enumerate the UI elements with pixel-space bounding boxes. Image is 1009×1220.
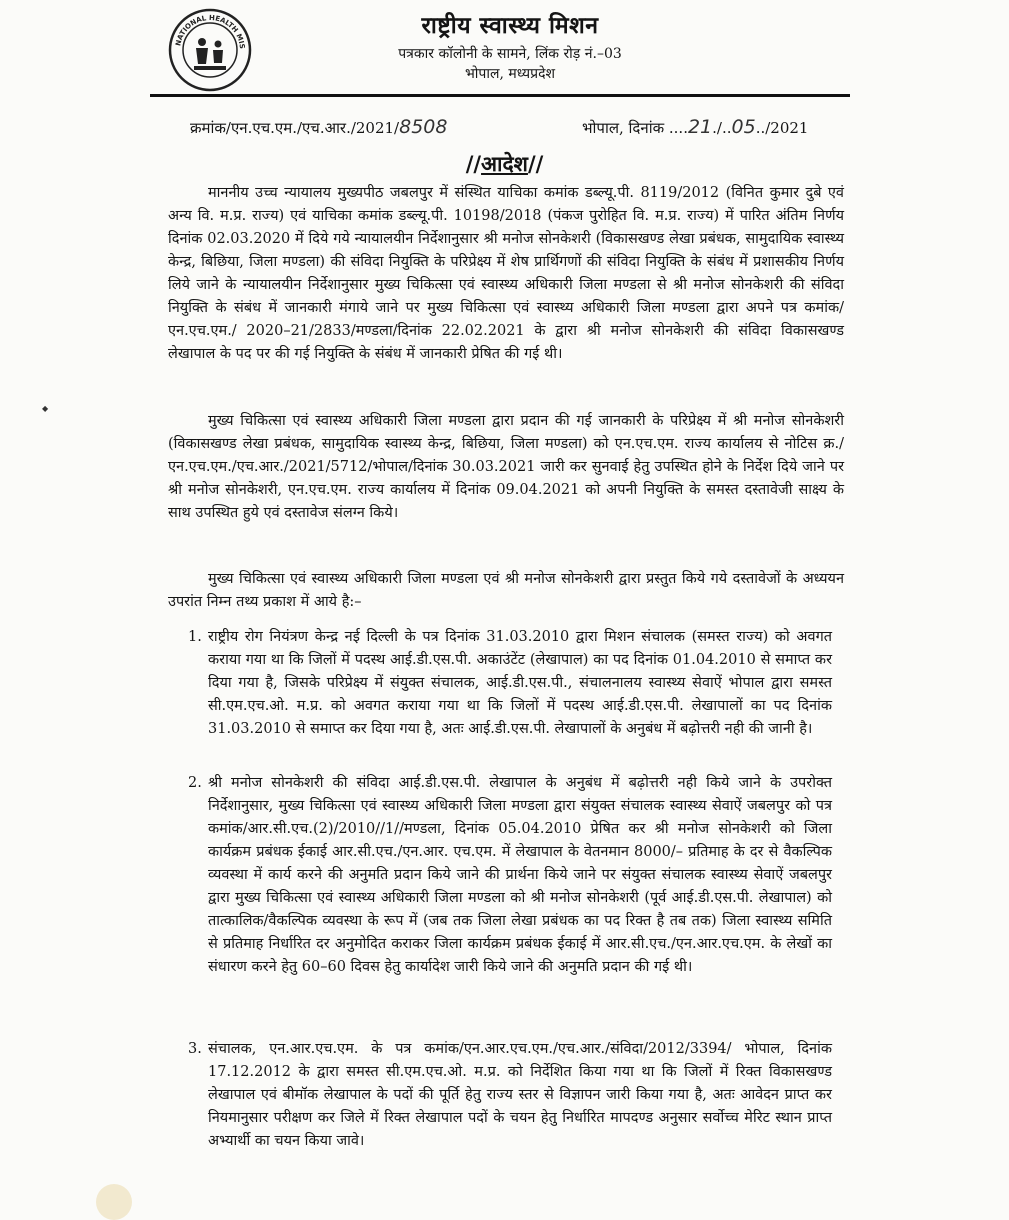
header-divider: [150, 94, 850, 97]
nhm-logo: [168, 8, 252, 92]
item-text: राष्ट्रीय रोग नियंत्रण केन्द्र नई दिल्ली के पत्र दिनांक 31.03.2010 द्वारा मिशन संचालक (समस्त राज्य) को अवगत कराया गया था कि जिलों में पदस्थ आई.डी.एस.पी. अकाउंटेंट (लेखापाल) का पद दिनांक 01.04.2010 से समाप्त कर दिया गया है, जिसके परिप्रेक्ष्य में संयुक्त संचालक, आई.डी.एस.पी., संचालनालय स्वास्थ्य सेवाऐं भोपाल द्वारा समस्त सी.एम.एच.ओ. म.प्र. को अवगत कराया गया था कि जिलों में पदस्थ आई.डी.एस.पी. लेखापालों का पद दिनांक 31.03.2010 से समाप्त कर दिया गया है, अतः आई.डी.एस.पी. लेखापालों के अनुबंध में बढ़ोत्तरी नही की जानी है।: [208, 629, 832, 737]
scan-mark: ◆: [42, 404, 49, 413]
paragraph-2: मुख्य चिकित्सा एवं स्वास्थ्य अधिकारी जिला मण्डला द्वारा प्रदान की गई जानकारी के परिप्रेक्ष्य में श्री मनोज सोनकेशरी (विकासखण्ड लेखा प्रबंधक, सामुदायिक स्वास्थ्य केन्द्र, बिछिया, जिला मण्डला) को एन.एच.एम. राज्य कार्यालय से नोटिस क्र./एन.एच.एम./एच.आर./2021/5712/भोपाल/दिनांक 30.03.2021 जारी कर सुनवाई हेतु उपस्थित होने के निर्देश दिये जाने पर श्री मनोज सोनकेशरी, एन.एच.एम. राज्य कार्यालय में दिनांक 09.04.2021 को अपनी नियुक्ति के समस्त दस्तावेजी साक्ष्य के साथ उपस्थित हुये एवं दस्तावेज संलग्न किये।: [168, 413, 844, 521]
org-title: राष्ट्रीय स्वास्थ्य मिशन: [421, 12, 599, 39]
reference-number: [190, 116, 447, 138]
svg-text:NATIONAL HEALTH MISSION: [168, 8, 246, 49]
corner-emoji-icon: [96, 1184, 132, 1220]
item-text: संचालक, एन.आर.एच.एम. के पत्र कमांक/एन.आर.एच.एम./एच.आर./संविदा/2012/3394/ भोपाल, दिनांक 17.12.2012 के द्वारा समस्त सी.एम.एच.ओ. म.प्र. को निर्देशित किया गया था कि जिलों में रिक्त विकासखण्ड लेखापाल एवं बीमॉक लेखापाल के पदों की पूर्ति हेतु राज्य स्तर से विज्ञापन जारी किया गया है, अतः आवेदन प्राप्त कर नियमानुसार परीक्षण कर जिले में रिक्त लेखापाल पदों के चयन हेतु निर्धारित मापदण्ड अनुसार सर्वोच्च मेरिट स्थान प्राप्त अभ्यार्थी का चयन किया जावे।: [208, 1041, 832, 1149]
handwritten-day: 21: [687, 116, 713, 138]
reference-prefix: क्रमांक/एन.एच.एम./एच.आर./2021/: [190, 119, 400, 137]
address-line-1: पत्रकार कॉलोनी के सामने, लिंक रोड़ नं.–03: [398, 46, 622, 62]
item-number: 3.: [188, 1041, 202, 1057]
date-prefix: भोपाल, दिनांक: [582, 119, 669, 137]
item-text: श्री मनोज सोनकेशरी की संविदा आई.डी.एस.पी. लेखापाल के अनुबंध में बढ़ोत्तरी नही किये जाने के उपरोक्त निर्देशानुसार, मुख्य चिकित्सा एवं स्वास्थ्य अधिकारी जिला मण्डला द्वारा संयुक्त संचालक स्वास्थ्य सेवाऐं जबलपुर को पत्र कमांक/आर.सी.एच.(2)/2010//1//मण्डला, दिनांक 05.04.2010 प्रेषित कर श्री मनोज सोनकेशरी को जिला कार्यक्रम प्रबंधक ईकाई आर.सी.एच./एन.आर. एच.एम. में लेखापाल के वेतनमान 8000/– प्रतिमाह के दर से वैकल्पिक व्यवस्था में कार्य करने की अनुमति प्रदान किये जाने की प्रार्थना किये जाने पर संयुक्त संचालक स्वास्थ्य सेवाऐं जबलपुर द्वारा मुख्य चिकित्सा एवं स्वास्थ्य अधिकारी जिला मण्डला को श्री मनोज सोनकेशरी (पूर्व आई.डी.एस.पी. लेखापाल) को तात्कालिक/वैकल्पिक व्यवस्था के रूप में (जब तक जिला लेखा प्रबंधक का पद रिक्त है तब तक) जिला स्वास्थ्य समिति से प्रतिमाह निर्धारित दर अनुमोदित कराकर जिला कार्यक्रम प्रबंधक ईकाई में आर.सी.एच./एन.आर.एच.एम. के लेखों का संधारण करने हेतु 60–60 दिवस हेतु कार्यादेश जारी किये जाने की अनुमति प्रदान की गई थी।: [208, 775, 832, 975]
list-item-3: [188, 1038, 832, 1153]
reference-date: भोपाल, दिनांक ....21./..05../2021: [582, 116, 809, 138]
item-number: 1.: [188, 629, 202, 645]
list-item-2: [188, 772, 832, 979]
item-number: 2.: [188, 775, 202, 791]
paragraph-3: मुख्य चिकित्सा एवं स्वास्थ्य अधिकारी जिला मण्डला एवं श्री मनोज सोनकेशरी द्वारा प्रस्तुत किये गये दस्तावेजों के अध्ययन उपरांत निम्न तथ्य प्रकाश में आये है:–: [168, 571, 844, 610]
handwritten-number: 8508: [399, 116, 448, 138]
order-heading: //आदेश//: [465, 151, 544, 176]
address-line-2: भोपाल, मध्यप्रदेश: [464, 66, 556, 82]
paragraph-1: माननीय उच्च न्यायालय मुख्यपीठ जबलपुर में संस्थित याचिका कमांक डब्ल्यू.पी. 8119/2012 (विनित कुमार दुबे एवं अन्य वि. म.प्र. राज्य) एवं याचिका कमांक डब्ल्यू.पी. 10198/2018 (पंकज पुरोहित वि. म.प्र. राज्य) में पारित अंतिम निर्णय दिनांक 02.03.2020 में दिये गये न्यायालयीन निर्देशानुसार श्री मनोज सोनकेशरी (विकासखण्ड लेखा प्रबंधक, सामुदायिक स्वास्थ्य केन्द्र, बिछिया, जिला मण्डला) की संविदा नियुक्ति के परिप्रेक्ष्य में शेष प्रार्थिगणों की संविदा नियुक्ति के संबंध में प्रशासकीय निर्णय लिये जाने के न्यायालयीन निर्देशानुसार मुख्य चिकित्सा एवं स्वास्थ्य अधिकारी जिला मण्डला से श्री मनोज सोनकेशरी की संविदा नियुक्ति के संबंध में जानकारी मंगाये जाने पर मुख्य चिकित्सा एवं स्वास्थ्य अधिकारी जिला मण्डला द्वारा अपने पत्र कमांक/एन.एच.एम./ 2020–21/2833/मण्डला/दिनांक 22.02.2021 के द्वारा श्री मनोज सोनकेशरी की संविदा विकासखण्ड लेखापाल के पद पर की गई नियुक्ति के संबंध में जानकारी प्रेषित की गई थी।: [168, 185, 844, 362]
list-item-1: [188, 626, 832, 741]
logo-text: NATIONAL HEALTH MIS: [174, 13, 247, 49]
order-title: आदेश: [481, 151, 528, 176]
handwritten-month: 05: [731, 116, 756, 138]
date-year: /2021: [765, 119, 809, 137]
